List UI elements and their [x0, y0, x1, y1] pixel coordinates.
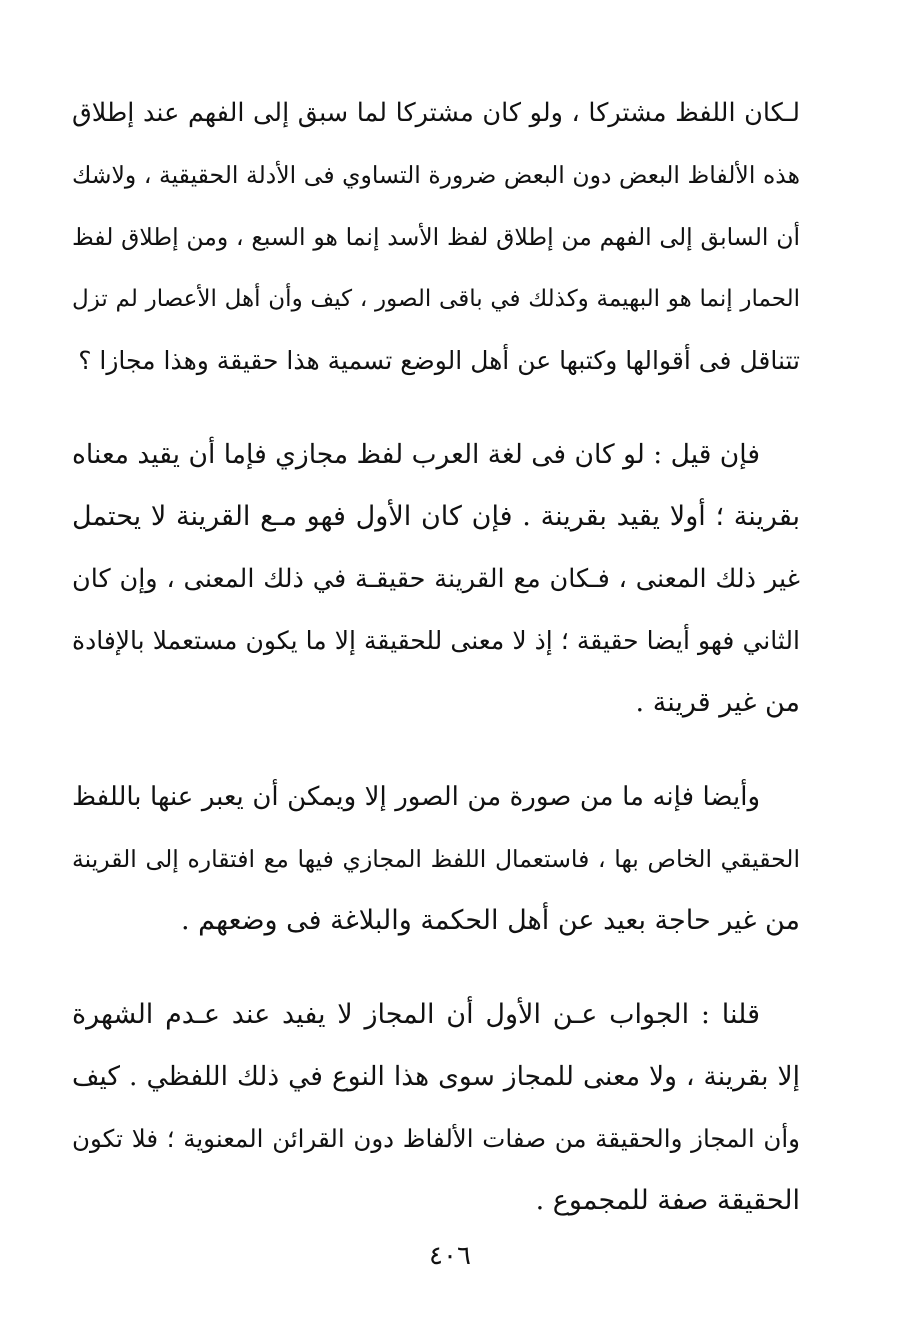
text-line: لـكان اللفظ مشتركا ، ولو كان مشتركا لما سبق إلى الفهم عند إطلاق	[72, 98, 800, 128]
text-line: غير ذلك المعنى ، فـكان مع القرينة حقيقـة في ذلك المعنى ، وإن كان	[72, 564, 800, 594]
paragraph-gap	[72, 952, 800, 984]
paragraph-2	[72, 424, 800, 734]
paragraph-gap	[72, 392, 800, 424]
text-line: تتناقل فى أقوالها وكتبها عن أهل الوضع تسمية هذا حقيقة وهذا مجازا ؟	[78, 346, 800, 375]
paragraph-gap	[72, 734, 800, 766]
page-body	[72, 82, 800, 1232]
text-line: الحقيقي الخاص بها ، فاستعمال اللفظ المجازي فيها مع افتقاره إلى القرينة	[72, 845, 800, 873]
text-line: الثاني فهو أيضا حقيقة ؛ إذ لا معنى للحقيقة إلا ما يكون مستعملا بالإفادة	[72, 626, 800, 655]
text-line: من غير قرينة .	[635, 687, 800, 718]
paragraph-3	[72, 766, 800, 952]
paragraph-1	[72, 82, 800, 392]
text-line: وأن المجاز والحقيقة من صفات الألفاظ دون القرائن المعنوية ؛ فلا تكون	[72, 1124, 800, 1153]
text-line: فإن قيل : لو كان فى لغة العرب لفظ مجازي فإما أن يقيد معناه	[72, 439, 760, 470]
page-number: ٤٠٦	[429, 1241, 471, 1271]
paragraph-4	[72, 984, 800, 1232]
text-line: قلنا : الجواب عـن الأول أن المجاز لا يفيد عند عـدم الشهرة	[72, 999, 760, 1030]
text-line: أن السابق إلى الفهم من إطلاق لفظ الأسد إنما هو السبع ، ومن إطلاق لفظ	[72, 223, 800, 251]
text-line: من غير حاجة بعيد عن أهل الحكمة والبلاغة فى وضعهم .	[181, 905, 800, 936]
text-line: إلا بقرينة ، ولا معنى للمجاز سوى هذا النوع في ذلك اللفظي . كيف	[72, 1061, 800, 1092]
text-line: هذه الألفاظ البعض دون البعض ضرورة التساوي فى الأدلة الحقيقية ، ولاشك	[72, 161, 800, 189]
text-line: بقرينة ؛ أولا يقيد بقرينة . فإن كان الأول فهو مـع القرينة لا يحتمل	[72, 501, 800, 532]
text-line: الحقيقة صفة للمجموع .	[535, 1185, 800, 1216]
text-line: وأيضا فإنه ما من صورة من الصور إلا ويمكن أن يعبر عنها باللفظ	[72, 782, 760, 812]
text-line: الحمار إنما هو البهيمة وكذلك في باقى الصور ، كيف وأن أهل الأعصار لم تزل	[72, 286, 800, 312]
